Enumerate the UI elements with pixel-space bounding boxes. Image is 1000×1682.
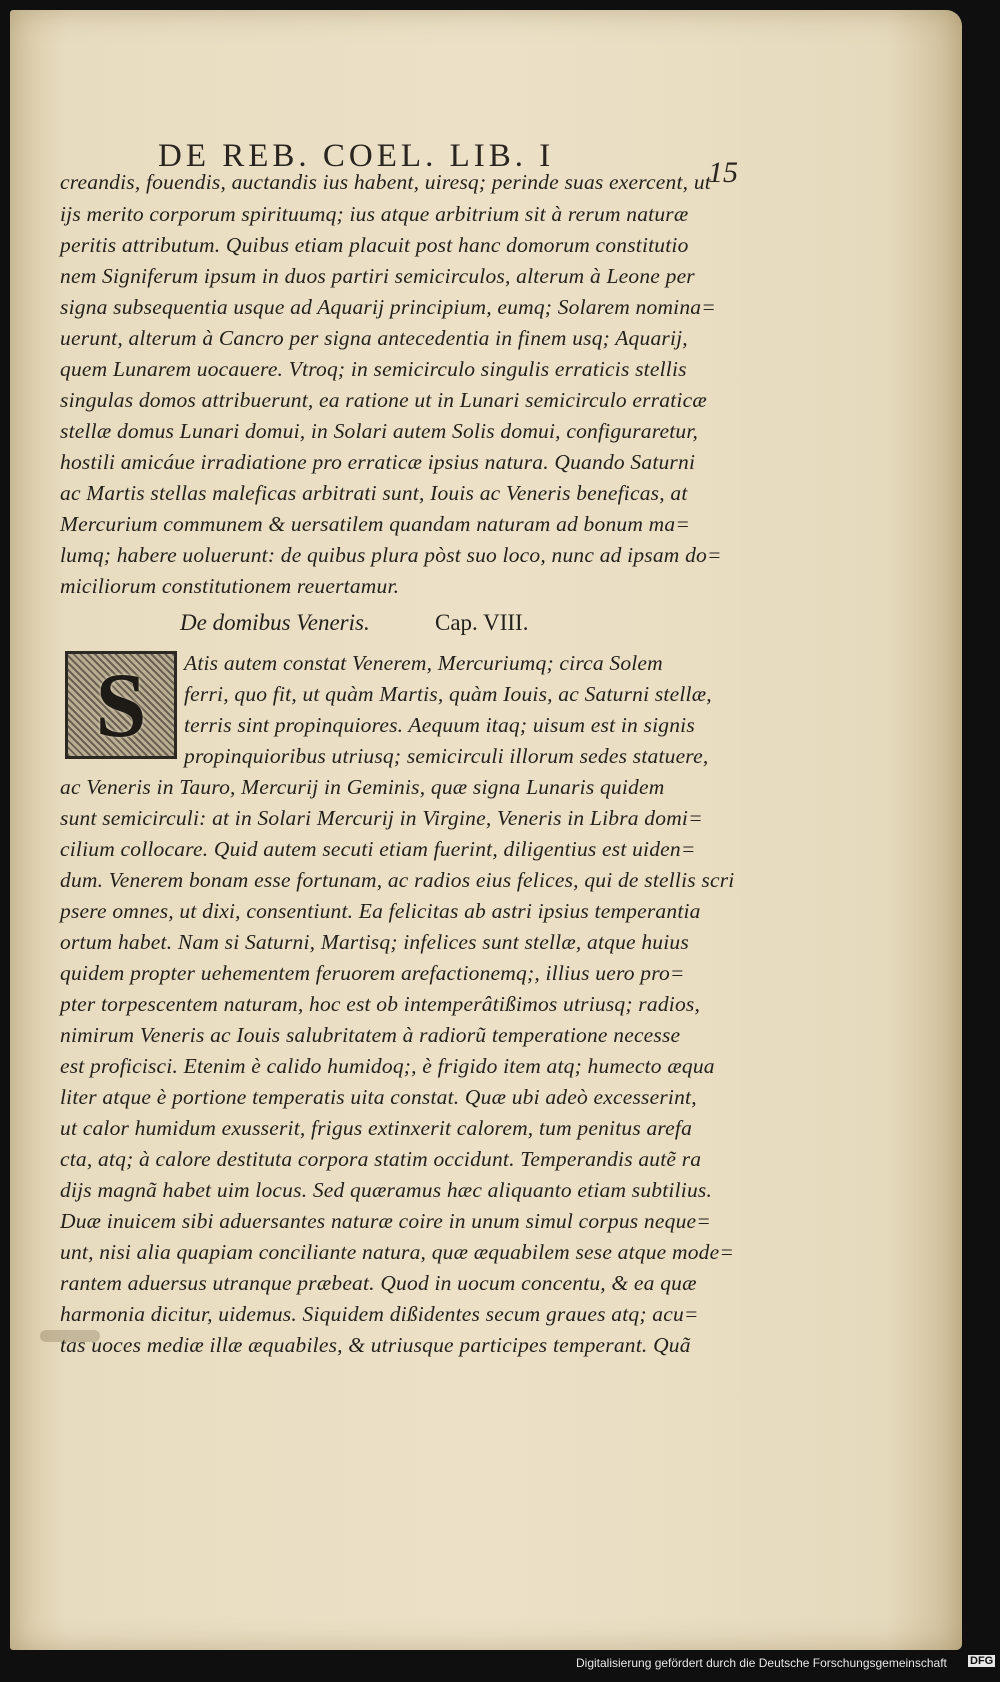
text-line: singulas domos attribuerunt, ea ratione ut in Lunari semicirculo erraticæ xyxy=(60,388,707,412)
text-line: dijs magnã habet uim locus. Sed quæramus hæc aliquanto etiam subtilius. xyxy=(60,1178,713,1202)
chapter-number: Cap. VIII. xyxy=(435,610,529,635)
text-line: stellæ domus Lunari domui, in Solari autem Solis domui, configuraretur, xyxy=(60,419,699,443)
text-line: propinquioribus utriusq; semicirculi illorum sedes statuere, xyxy=(184,744,709,768)
text-line: sunt semicirculi: at in Solari Mercurij in Virgine, Veneris in Libra domi= xyxy=(60,806,703,830)
text-line: liter atque è portione temperatis uita constat. Quæ ubi adeò excesserint, xyxy=(60,1085,697,1109)
text-line: quem Lunarem uocauere. Vtroq; in semicirculo singulis erraticis stellis xyxy=(60,357,687,381)
chapter-heading xyxy=(180,610,529,636)
text-line: creandis, fouendis, auctandis ius habent, uiresq; perinde suas exercent, ut xyxy=(60,170,711,194)
text-line: dum. Venerem bonam esse fortunam, ac radios eius felices, qui de stellis scri xyxy=(60,868,735,892)
text-line: psere omnes, ut dixi, consentiunt. Ea felicitas ab astri ipsius temperantia xyxy=(60,899,701,923)
chapter-title: De domibus Veneris. xyxy=(180,610,370,635)
text-line: hostili amicáue irradiatione pro erraticæ ipsius natura. Quando Saturni xyxy=(60,450,696,474)
book-page xyxy=(10,10,962,1650)
text-line: Mercurium communem & uersatilem quandam naturam ad bonum ma= xyxy=(60,512,691,536)
text-line: miciliorum constitutionem reuertamur. xyxy=(60,574,400,598)
text-line: ijs merito corporum spirituumq; ius atque arbitrium sit à rerum naturæ xyxy=(60,202,689,226)
text-line: pter torpescentem naturam, hoc est ob intemperâtißimos utriusq; radios, xyxy=(60,992,701,1016)
text-line: cta, atq; à calore destituta corpora statim occidunt. Temperandis autẽ ra xyxy=(60,1147,702,1171)
text-line: est proficisci. Etenim è calido humidoq;, è frigido item atq; humecto æqua xyxy=(60,1054,715,1078)
text-line: ac Veneris in Tauro, Mercurij in Geminis, quæ signa Lunaris quidem xyxy=(60,775,665,799)
text-line: tas uoces mediæ illæ æquabiles, & utriusque participes temperant. Quã xyxy=(60,1333,691,1357)
text-line: rantem aduersus utranque præbeat. Quod in uocum concentu, & ea quæ xyxy=(60,1271,697,1295)
running-title: DE REB. COEL. LIB. I xyxy=(158,138,555,174)
text-line: Duæ inuicem sibi aduersantes naturæ coire in unum simul corpus neque= xyxy=(60,1209,711,1233)
text-line: ut calor humidum exusserit, frigus extinxerit calorem, tum penitus arefa xyxy=(60,1116,693,1140)
text-line: signa subsequentia usque ad Aquarij principium, eumq; Solarem nomina= xyxy=(60,295,716,319)
text-line: nimirum Veneris ac Iouis salubritatem à radiorũ temperatione necesse xyxy=(60,1023,681,1047)
text-line: ortum habet. Nam si Saturni, Martisq; infelices sunt stellæ, atque huius xyxy=(60,930,689,954)
initial-letter: S xyxy=(95,654,147,756)
dfg-logo: DFG xyxy=(970,1655,994,1667)
digitization-credit: Digitalisierung gefördert durch die Deutsche Forschungsgemeinschaft xyxy=(576,1656,947,1670)
text-line: unt, nisi alia quapiam conciliante natura, quæ æquabilem sese atque mode= xyxy=(60,1240,735,1264)
text-line: quidem propter uehementem feruorem arefactionemq;, illius uero pro= xyxy=(60,961,685,985)
ink-smudge xyxy=(40,1330,100,1342)
text-line: lumq; habere uoluerunt: de quibus plura pòst suo loco, nunc ad ipsam do= xyxy=(60,543,722,567)
text-line: harmonia dicitur, uidemus. Siquidem dißidentes secum graues atq; acu= xyxy=(60,1302,699,1326)
text-line: ferri, quo fit, ut quàm Martis, quàm Iouis, ac Saturni stellæ, xyxy=(184,682,712,706)
page-number: 15 xyxy=(708,156,738,189)
text-line: nem Signiferum ipsum in duos partiri semicirculos, alterum à Leone per xyxy=(60,264,695,288)
text-line: terris sint propinquiores. Aequum itaq; uisum est in signis xyxy=(184,713,695,737)
text-line: Atis autem constat Venerem, Mercuriumq; circa Solem xyxy=(184,651,663,675)
text-line: ac Martis stellas maleficas arbitrati sunt, Iouis ac Veneris beneficas, at xyxy=(60,481,688,505)
text-line: uerunt, alterum à Cancro per signa antecedentia in finem usq; Aquarij, xyxy=(60,326,688,350)
text-line: peritis attributum. Quibus etiam placuit post hanc domorum constitutio xyxy=(60,233,689,257)
decorated-initial xyxy=(65,651,177,759)
text-line: cilium collocare. Quid autem secuti etiam fuerint, diligentius est uiden= xyxy=(60,837,696,861)
